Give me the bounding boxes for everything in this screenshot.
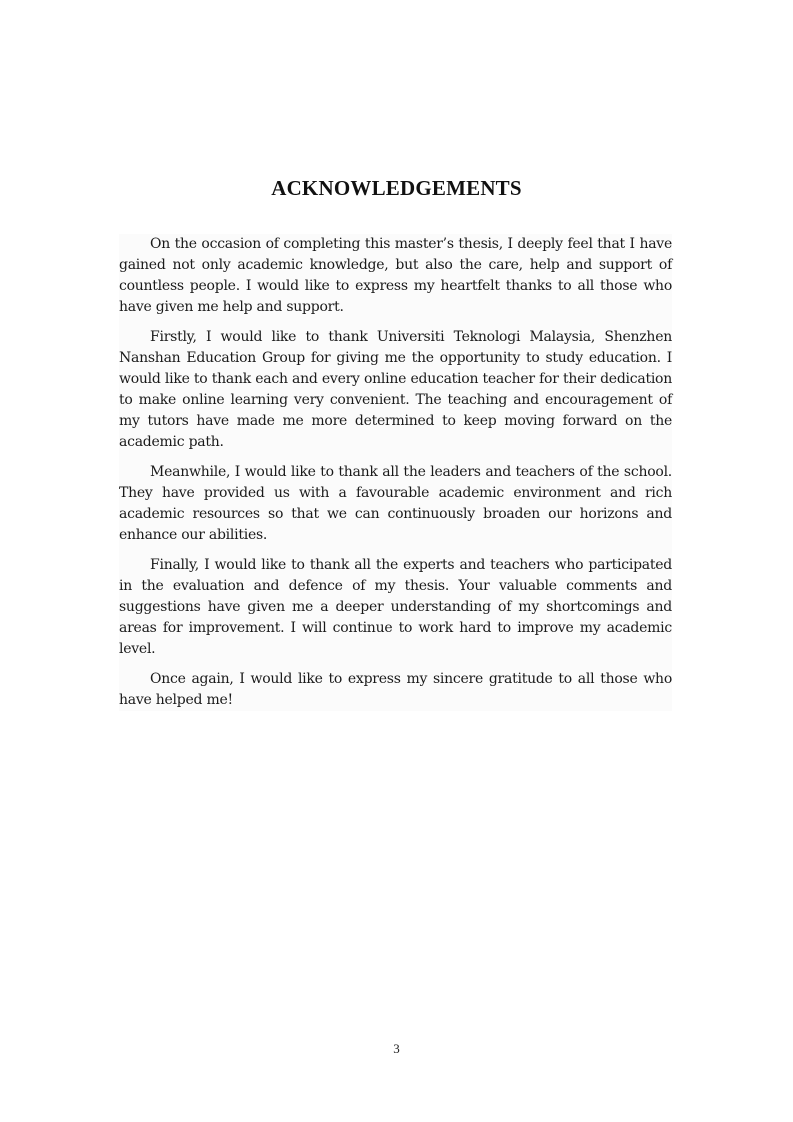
paragraph: Meanwhile, I would like to thank all the leaders and teachers of the school. They have provided us with a favourable academic environment and rich academic resources so that we can continuously broaden our horizons and enhance our abilities. — [119, 464, 672, 543]
page-number: 3 — [393, 1041, 400, 1056]
paragraph: Finally, I would like to thank all the experts and teachers who participated in the evaluation and defence of my thesis. Your valuable comments and suggestions have given me a deeper understanding of my shortcomings and areas for improvement. I will continue to work hard to improve my academic level. — [119, 557, 672, 657]
paragraph: Once again, I would like to express my sincere gratitude to all those who have helped me! — [119, 671, 672, 708]
paragraph: Firstly, I would like to thank Universiti Teknologi Malaysia, Shenzhen Nanshan Education Group for giving me the opportunity to study education. I would like to thank each and every online education teacher for their dedication to make online learning very convenient. The teaching and encouragement of my tutors have made me more determined to keep moving forward on the academic path. — [119, 329, 672, 450]
paragraph: On the occasion of completing this master’s thesis, I deeply feel that I have gained not only academic knowledge, but also the care, help and support of countless people. I would like to express my heartfelt thanks to all those who have given me help and support. — [119, 236, 672, 315]
page-title: ACKNOWLEDGEMENTS — [271, 176, 522, 200]
acknowledgements-body — [119, 234, 672, 711]
